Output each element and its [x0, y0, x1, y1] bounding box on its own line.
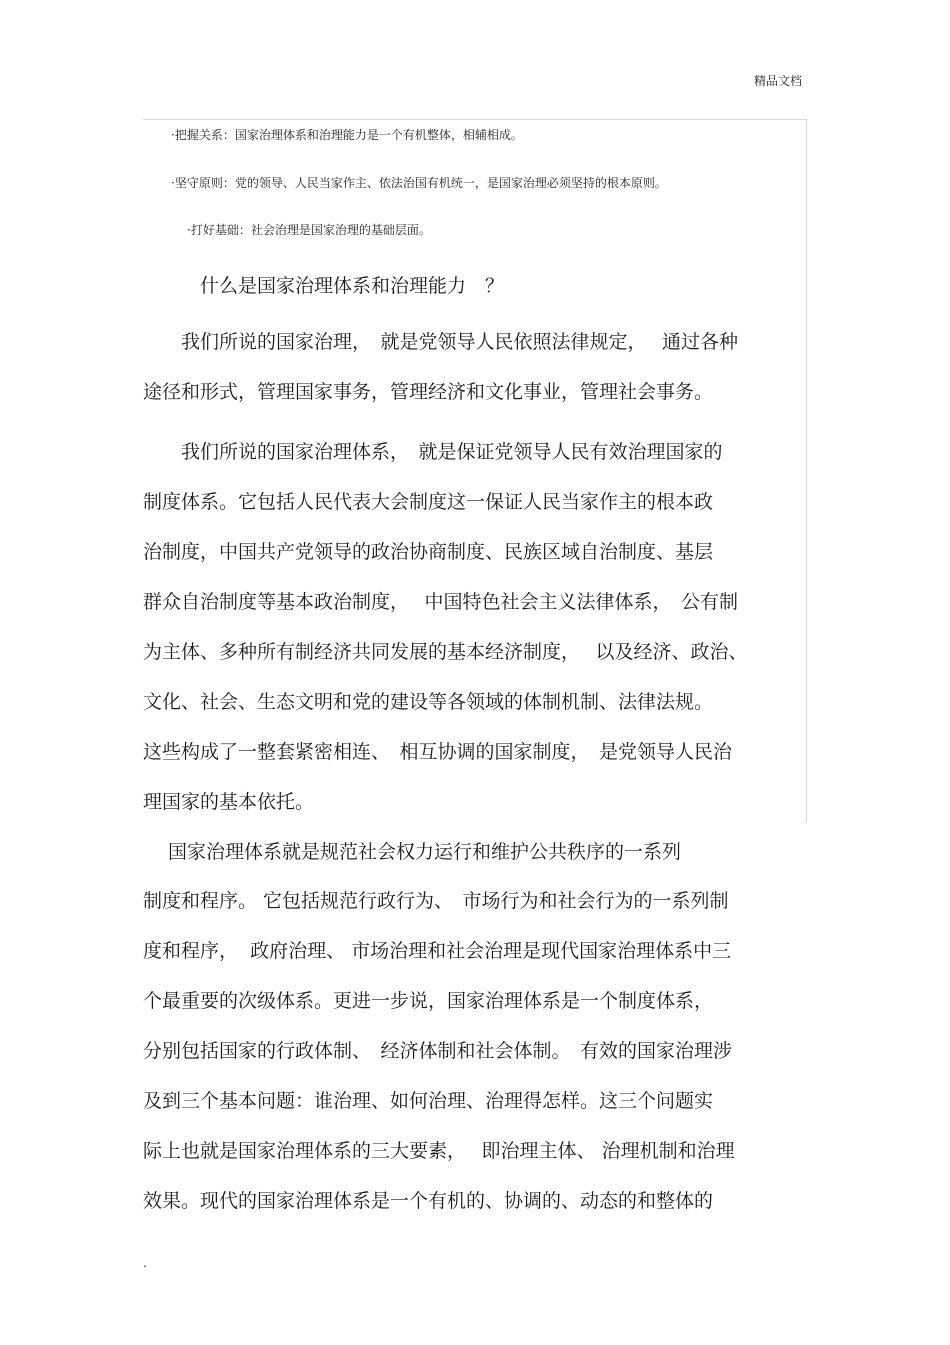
text-line: 际上也就是国家治理体系的三大要素， 即治理主体、 治理机制和治理	[143, 1140, 735, 1162]
text-line: 治制度，中国共产党领导的政治协商制度、民族区域自治制度、基层	[143, 541, 714, 563]
text-line: 为主体、多种所有制经济共同发展的基本经济制度， 以及经济、政治、	[143, 641, 748, 663]
text-line: 途径和形式，管理国家事务，管理经济和文化事业，管理社会事务。	[143, 381, 714, 403]
bullet-item: ·把握关系：国家治理体系和治理能力是一个有机整体，相辅相成。	[171, 128, 523, 142]
text-line: 及到三个基本问题：谁治理、如何治理、治理得怎样。这三个问题实	[143, 1090, 714, 1112]
page-header-label: 精品文档	[753, 74, 802, 88]
bullet-item: ·坚守原则：党的领导、人民当家作主、依法治国有机统一，是国家治理必须坚持的根本原则。	[171, 176, 667, 190]
text-line: 个最重要的次级体系。更进一步说，国家治理体系是一个制度体系，	[143, 990, 714, 1012]
text-line: 制度体系。它包括人民代表大会制度这一保证人民当家作主的根本政	[143, 491, 714, 513]
text-line: 我们所说的国家治理体系， 就是保证党领导人民有效治理国家的	[143, 441, 723, 463]
text-line: 群众自治制度等基本政治制度， 中国特色社会主义法律体系， 公有制	[143, 591, 739, 613]
text-line: 我们所说的国家治理， 就是党领导人民依照法律规定， 通过各种	[143, 331, 739, 353]
text-line: 国家治理体系就是规范社会权力运行和维护公共秩序的一系列	[143, 841, 682, 863]
section-question-heading: 什么是国家治理体系和治理能力 ？	[200, 275, 505, 297]
text-line: 效果。现代的国家治理体系是一个有机的、协调的、动态的和整体的	[143, 1190, 714, 1212]
text-line: 理国家的基本依托。	[143, 791, 315, 813]
footer-mark: .	[143, 1256, 147, 1270]
bullet-item: ·打好基础：社会治理是国家治理的基础层面。	[187, 223, 431, 237]
text-line: 这些构成了一整套紧密相连、 相互协调的国家制度， 是党领导人民治	[143, 741, 733, 763]
text-line: 制度和程序。 它包括规范行政行为、 市场行为和社会行为的一系列制	[143, 890, 729, 912]
text-line: 分别包括国家的行政体制、 经济体制和社会体制。 有效的国家治理涉	[143, 1040, 733, 1062]
text-line: 文化、社会、生态文明和党的建设等各领域的体制机制、法律法规。	[143, 691, 714, 713]
text-line: 度和程序， 政府治理、 市场治理和社会治理是现代国家治理体系中三	[143, 940, 732, 962]
